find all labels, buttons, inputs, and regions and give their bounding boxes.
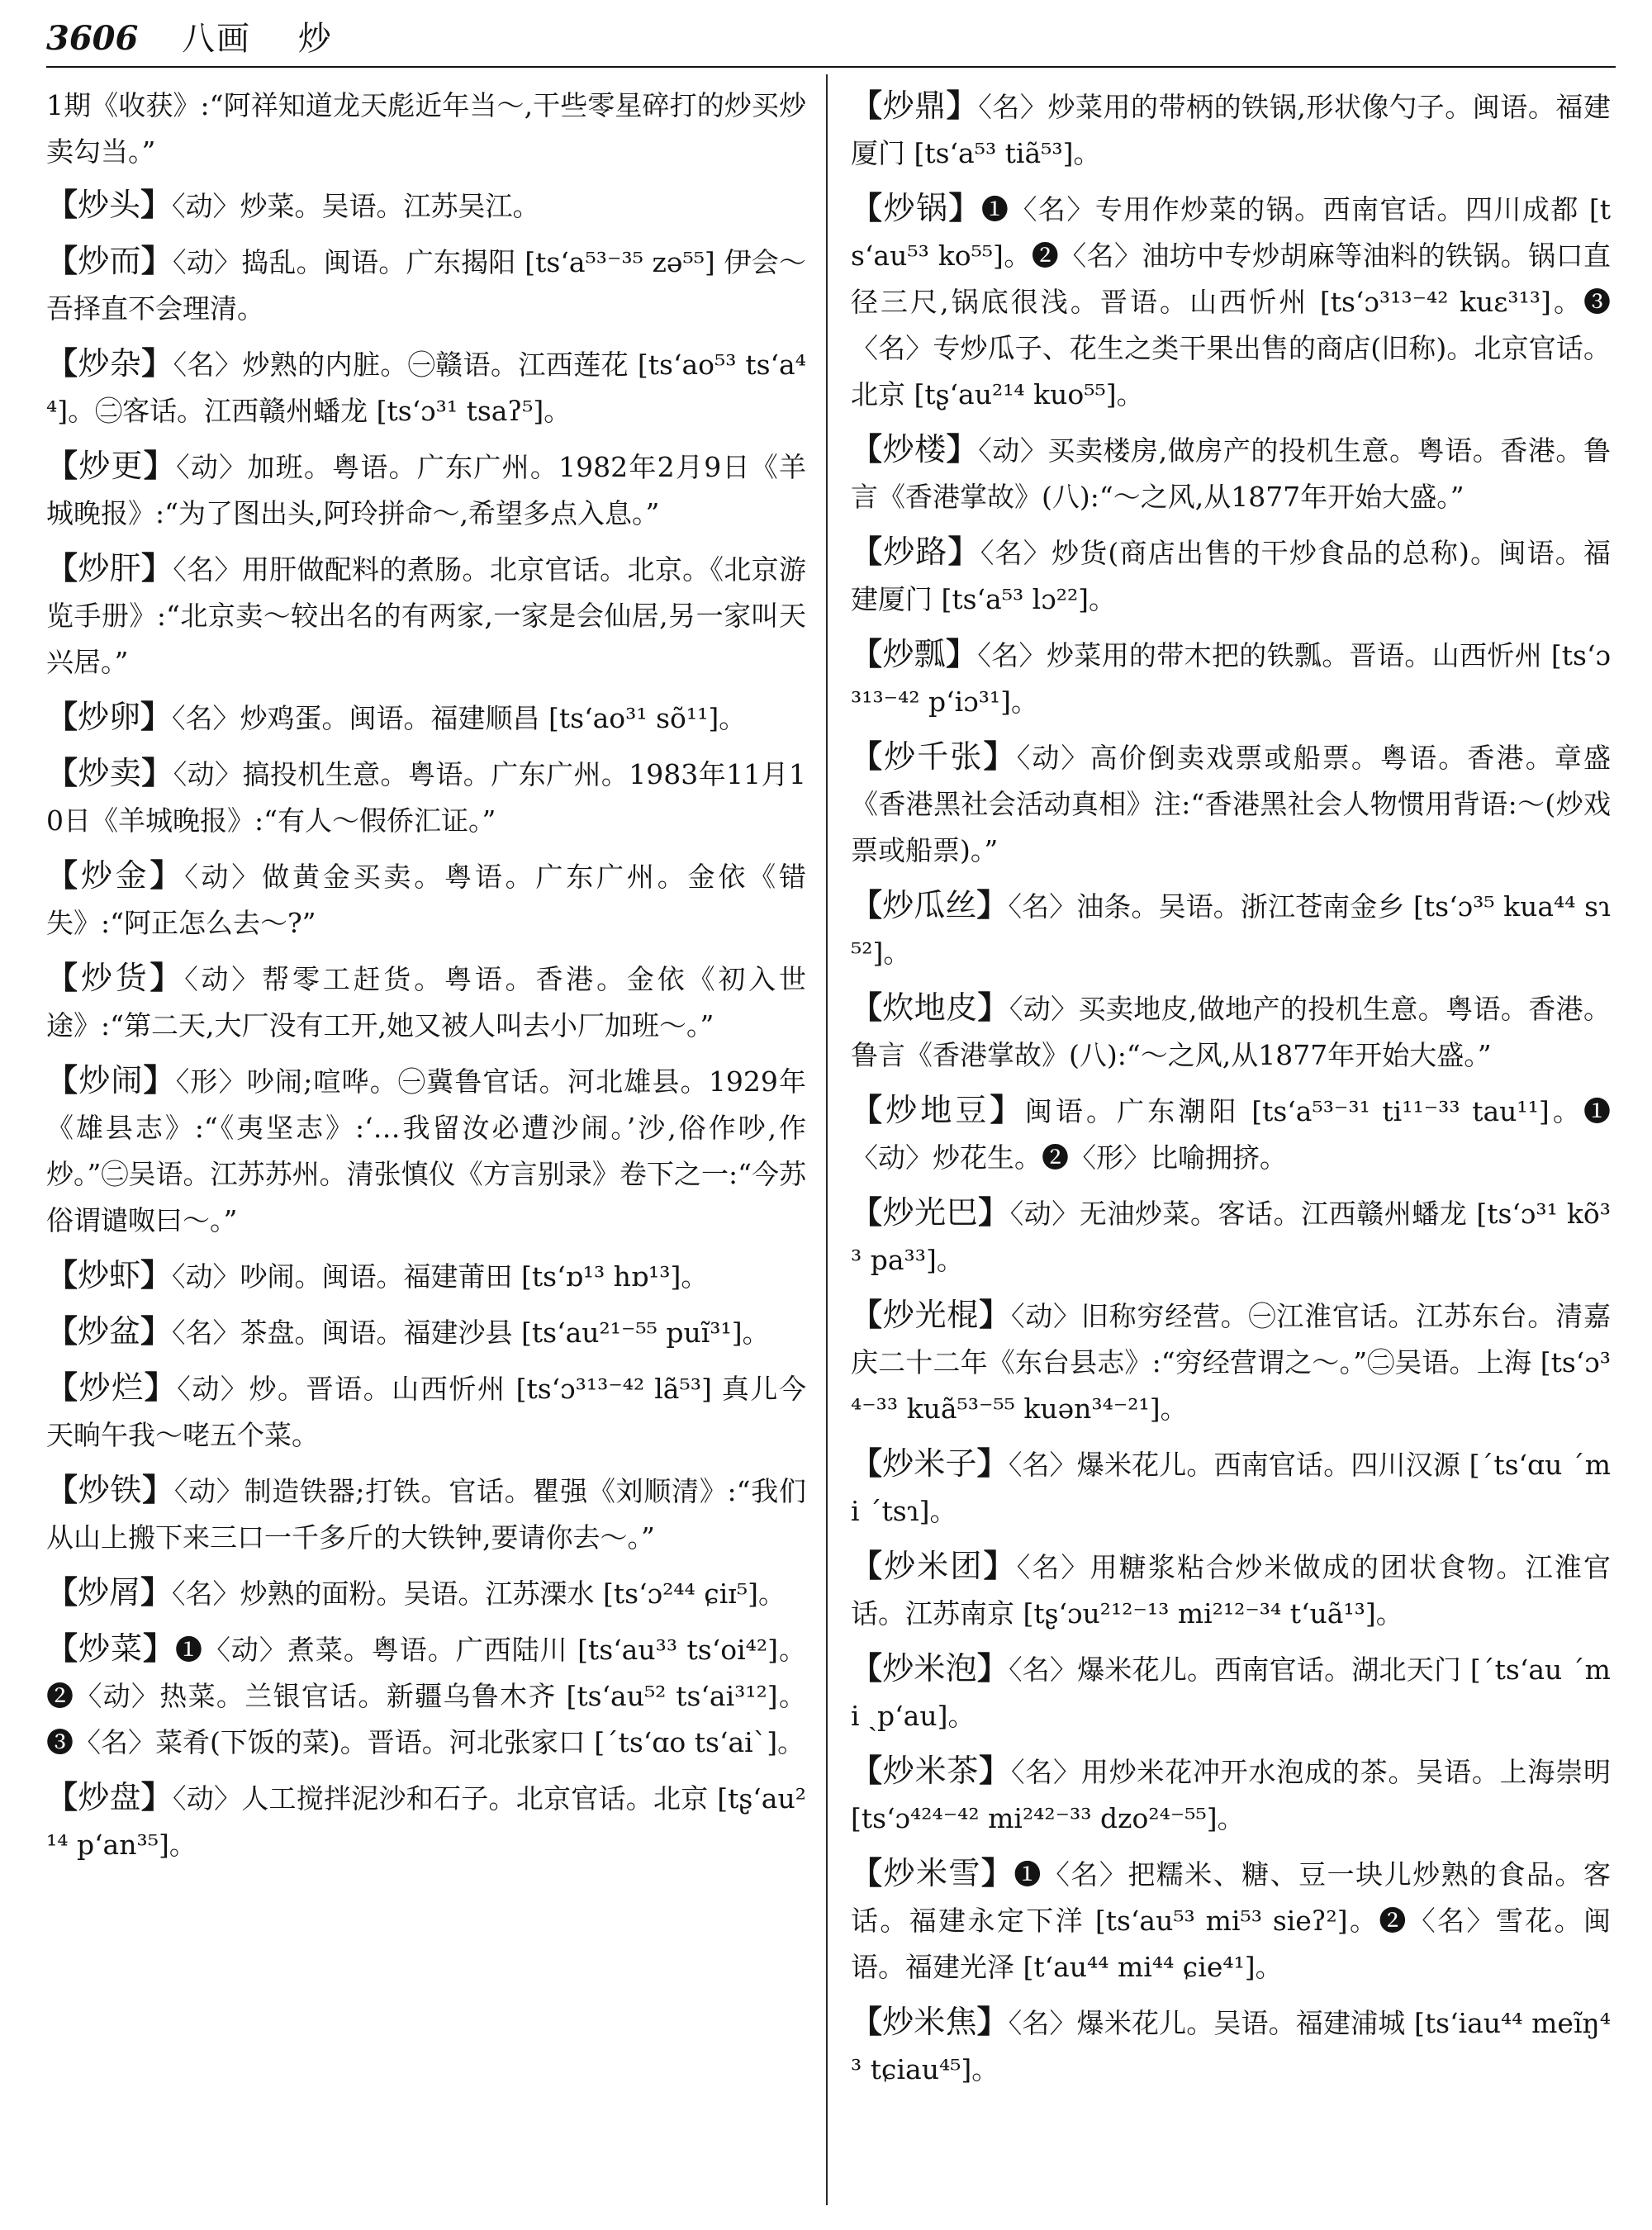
- entry-definition: 〈动〉搞投机生意。粤语。广东广州。1983年11月10日《羊城晚报》:“有人～假侨汇证。”: [46, 758, 806, 837]
- entry-definition: 〈动〉炒菜。吴语。江苏吴江。: [172, 190, 540, 222]
- entry-definition: 〈动〉旧称穷经营。㊀江淮官话。江苏东台。清嘉庆二十二年《东台县志》:“穷经营谓之～。”㊁吴语。上海 [ts‘ɔ³⁴⁻³³ kuã⁵³⁻⁵⁵ kuən³⁴⁻²¹]。: [851, 1300, 1611, 1425]
- entry-headword: 【炒铁】: [46, 1471, 174, 1508]
- entry: [851, 529, 1611, 623]
- entry: [46, 1625, 806, 1766]
- entry: [851, 985, 1611, 1079]
- entry: [851, 733, 1611, 874]
- entry: [851, 1645, 1611, 1739]
- section-label: 八画: [182, 20, 252, 58]
- entry-definition: 〈动〉捣乱。闽语。广东揭阳 [ts‘a⁵³⁻³⁵ zə⁵⁵] 伊会～吾择直不会理清。: [46, 246, 806, 325]
- entry: [46, 1774, 806, 1868]
- entry-headword: 【炒米焦】: [851, 2003, 1009, 2040]
- entry-headword: 【炒光巴】: [851, 1193, 1010, 1231]
- entry-headword: 【炒米子】: [851, 1445, 1009, 1482]
- left-column: [46, 83, 806, 1877]
- entry: [46, 852, 806, 947]
- entry: [46, 1308, 806, 1356]
- header-character: 炒: [297, 20, 331, 58]
- entry: [851, 882, 1611, 976]
- entry: [46, 238, 806, 332]
- entry: [46, 1467, 806, 1561]
- entry-definition: ❶〈动〉煮菜。粤语。广西陆川 [ts‘au³³ ts‘oi⁴²]。❷〈动〉热菜。兰银官话。新疆乌鲁木齐 [ts‘au⁵² ts‘ai³¹²]。❸〈名〉菜肴(下饭的菜)。晋语。河北张家口 [ˊts‘ɑo ts‘aiˋ]。: [46, 1634, 806, 1758]
- column-divider: [826, 74, 828, 2205]
- entry-headword: 【炒米茶】: [851, 1752, 1011, 1789]
- entry: [46, 1057, 806, 1244]
- entry: [46, 694, 806, 742]
- entry-headword: 【炒千张】: [851, 738, 1017, 775]
- entry: [851, 1850, 1611, 1990]
- entry-definition: ❶〈名〉专用作炒菜的锅。西南官话。四川成都 [ts‘au⁵³ ko⁵⁵]。❷〈名〉油坊中专炒胡麻等油料的铁锅。锅口直径三尺,锅底很浅。晋语。山西忻州 [ts‘ɔ³¹³⁻⁴² kuɛ³¹³]。❸〈名〉专炒瓜子、花生之类干果出售的商店(旧称)。北京官话。北京 [tʂ‘au²¹⁴ kuo⁵⁵]。: [851, 193, 1611, 410]
- entry-definition: 〈名〉茶盘。闽语。福建沙县 [ts‘au²¹⁻⁵⁵ puĩ³¹]。: [172, 1317, 770, 1349]
- entry-headword: 【炒楼】: [851, 430, 979, 467]
- entry-headword: 【炒更】: [46, 447, 177, 484]
- entry-definition: 〈名〉炒菜用的带柄的铁锅,形状像勺子。闽语。福建厦门 [ts‘a⁵³ tiã⁵³]。: [851, 91, 1611, 169]
- entry-headword: 【炒而】: [46, 242, 173, 279]
- entry-headword: 【炒盆】: [46, 1312, 173, 1350]
- entry-definition: 〈名〉爆米花儿。西南官话。湖北天门 [ˊts‘au ˊmi ˏp‘au]。: [851, 1654, 1611, 1732]
- entry-headword: 【炒头】: [46, 186, 173, 223]
- entry-headword: 【炒锅】: [851, 189, 981, 226]
- entry: [46, 443, 806, 537]
- entry-definition: 〈动〉无油炒菜。客话。江西赣州蟠龙 [ts‘ɔ³¹ kõ³³ pa³³]。: [851, 1198, 1611, 1276]
- entry-definition: 〈动〉炒。晋语。山西忻州 [ts‘ɔ³¹³⁻⁴² lã⁵³] 真儿今天晌午我～咾五个菜。: [46, 1373, 806, 1451]
- entry: [46, 182, 806, 230]
- entry-definition: 〈名〉炒货(商店出售的干炒食品的总称)。闽语。福建厦门 [ts‘a⁵³ lɔ²²]。: [851, 537, 1611, 615]
- entry-headword: 【炒闹】: [46, 1061, 176, 1098]
- entry-headword: 【炒瓜丝】: [851, 886, 1009, 923]
- entry: [46, 340, 806, 434]
- entry: [851, 426, 1611, 520]
- entry: [851, 83, 1611, 177]
- entry-headword: 【炒米泡】: [851, 1649, 1009, 1687]
- entry: [46, 955, 806, 1049]
- entry: [46, 545, 806, 686]
- entry-definition: 〈名〉用炒米花冲开水泡成的茶。吴语。上海崇明 [ts‘ɔ⁴²⁴⁻⁴² mi²⁴²⁻³³ dzo²⁴⁻⁵⁵]。: [851, 1756, 1611, 1834]
- right-column: [851, 83, 1611, 2101]
- entry-headword: 【炒虾】: [46, 1256, 173, 1293]
- entry-definition: 〈名〉用肝做配料的煮肠。北京官话。北京。《北京游览手册》:“北京卖～较出名的有两家,一家是会仙居,另一家叫天兴居。”: [46, 553, 806, 678]
- entry: [46, 1252, 806, 1300]
- entry: [851, 1543, 1611, 1637]
- entry: [851, 1087, 1611, 1181]
- entry-headword: 【炒卵】: [46, 698, 173, 735]
- entry-definition: 〈形〉吵闹;喧哗。㊀冀鲁官话。河北雄县。1929年《雄县志》:“《夷坚志》:‘…我留汝必遭沙闹。’沙,俗作吵,作炒。”㊁吴语。江苏苏州。清张慎仪《方言别录》卷下之一:“今苏俗谓谴呶曰～。”: [46, 1065, 806, 1236]
- entry-headword: 【炒杂】: [46, 344, 173, 382]
- entry: [851, 1292, 1611, 1432]
- entry-definition: 〈动〉做黄金买卖。粤语。广东广州。金依《错失》:“阿正怎么去～?”: [46, 861, 806, 939]
- entry-headword: 【炒盘】: [46, 1778, 173, 1815]
- entry-headword: 【炒卖】: [46, 754, 173, 791]
- entry: [851, 1999, 1611, 2093]
- entry-headword: 【炒金】: [46, 856, 185, 894]
- entry-headword: 【炒货】: [46, 959, 185, 996]
- entry-definition: 〈名〉炒菜用的带木把的铁瓢。晋语。山西忻州 [ts‘ɔ³¹³⁻⁴² p‘iɔ³¹]。: [851, 639, 1611, 718]
- entry-definition: 〈动〉高价倒卖戏票或船票。粤语。香港。章盛《香港黑社会活动真相》注:“香港黑社会人物惯用背语:～(炒戏票或船票)。”: [851, 742, 1611, 866]
- entry-definition: 〈动〉加班。粤语。广东广州。1982年2月9日《羊城晚报》:“为了图出头,阿玲拼命～,希望多点入息。”: [46, 451, 806, 529]
- page-number: 3606: [46, 19, 139, 58]
- page-header: [46, 17, 1616, 61]
- entry-definition: 〈动〉买卖楼房,做房产的投机生意。粤语。香港。鲁言《香港掌故》(八):“～之风,从1877年开始大盛。”: [851, 434, 1611, 513]
- entry-headword: 【炒米雪】: [851, 1854, 1014, 1891]
- entry-definition: 〈动〉买卖地皮,做地产的投机生意。粤语。香港。鲁言《香港掌故》(八):“～之风,从1877年开始大盛。”: [851, 993, 1611, 1071]
- entry: [851, 1189, 1611, 1283]
- entry: [851, 631, 1611, 725]
- entry-definition: 〈动〉制造铁器;打铁。官话。瞿强《刘顺清》:“我们从山上搬下来三口一千多斤的大铁钟,要请你去～。”: [46, 1475, 806, 1554]
- entry-definition: 〈名〉用糖浆粘合炒米做成的团状食物。江淮官话。江苏南京 [tʂ‘ɔu²¹²⁻¹³ mi²¹²⁻³⁴ t‘uã¹³]。: [851, 1551, 1611, 1630]
- entry-continuation: [46, 83, 806, 175]
- entry-definition: 〈名〉爆米花儿。西南官话。四川汉源 [ˊts‘ɑu ˊmi ˊtsɿ]。: [851, 1449, 1611, 1527]
- entry-definition: ❶〈名〉把糯米、糖、豆一块儿炒熟的食品。客话。福建永定下洋 [ts‘au⁵³ mi⁵³ sieʔ²]。❷〈名〉雪花。闽语。福建光泽 [t‘au⁴⁴ mi⁴⁴ ɕie⁴¹]。: [851, 1858, 1611, 1983]
- entry-definition: 〈名〉炒熟的内脏。㊀赣语。江西莲花 [ts‘ao⁵³ ts‘a⁴⁴]。㊁客话。江西赣州蟠龙 [ts‘ɔ³¹ tsaʔ⁵]。: [46, 349, 806, 427]
- entry-headword: 【炒菜】: [46, 1630, 175, 1667]
- entry-definition: 〈名〉油条。吴语。浙江苍南金乡 [ts‘ɔ³⁵ kua⁴⁴ sɿ⁵²]。: [851, 890, 1611, 969]
- entry-definition: 〈动〉帮零工赶货。粤语。香港。金依《初入世途》:“第二天,大厂没有工开,她又被人叫去小厂加班～。”: [46, 963, 806, 1041]
- entry-headword: 【炒地豆】: [851, 1091, 1025, 1128]
- entry-headword: 【炒鼎】: [851, 87, 979, 124]
- entry-definition: 〈动〉吵闹。闽语。福建莆田 [ts‘ɒ¹³ hɒ¹³]。: [172, 1260, 709, 1293]
- entry-headword: 【炒屑】: [46, 1573, 173, 1611]
- header-rule: [46, 66, 1616, 68]
- entry-definition: 〈名〉炒熟的面粉。吴语。江苏溧水 [ts‘ɔ²⁴⁴ ɕiɪ⁵]。: [172, 1578, 786, 1610]
- entry-definition: 闽语。广东潮阳 [ts‘a⁵³⁻³¹ ti¹¹⁻³³ tau¹¹]。❶〈动〉炒花生。❷〈形〉比喻拥挤。: [851, 1095, 1611, 1174]
- entry: [46, 1569, 806, 1617]
- entry-definition: 〈动〉人工搅拌泥沙和石子。北京官话。北京 [tʂ‘au²¹⁴ p‘an³⁵]。: [46, 1782, 806, 1861]
- entry: [851, 185, 1611, 418]
- entry-definition: 〈名〉炒鸡蛋。闽语。福建顺昌 [ts‘ao³¹ sõ¹¹]。: [172, 702, 747, 734]
- entry: [46, 750, 806, 844]
- entry-headword: 【炒肝】: [46, 549, 173, 586]
- entry-headword: 【炒米团】: [851, 1547, 1017, 1584]
- entry: [851, 1748, 1611, 1842]
- entry-headword: 【炒瓢】: [851, 635, 978, 672]
- entry-definition: 1期《收获》:“阿祥知道龙天彪近年当～,干些零星碎打的炒买炒卖勾当。”: [46, 89, 806, 168]
- entry-headword: 【炒光棍】: [851, 1296, 1011, 1333]
- entry: [46, 1364, 806, 1459]
- entry-headword: 【炊地皮】: [851, 989, 1009, 1026]
- entry-headword: 【炒路】: [851, 533, 980, 570]
- entry-definition: 〈名〉爆米花儿。吴语。福建浦城 [ts‘iau⁴⁴ meĩŋ⁴³ tɕiau⁴⁵]。: [851, 2007, 1611, 2085]
- entry: [851, 1440, 1611, 1535]
- entry-headword: 【炒烂】: [46, 1369, 178, 1406]
